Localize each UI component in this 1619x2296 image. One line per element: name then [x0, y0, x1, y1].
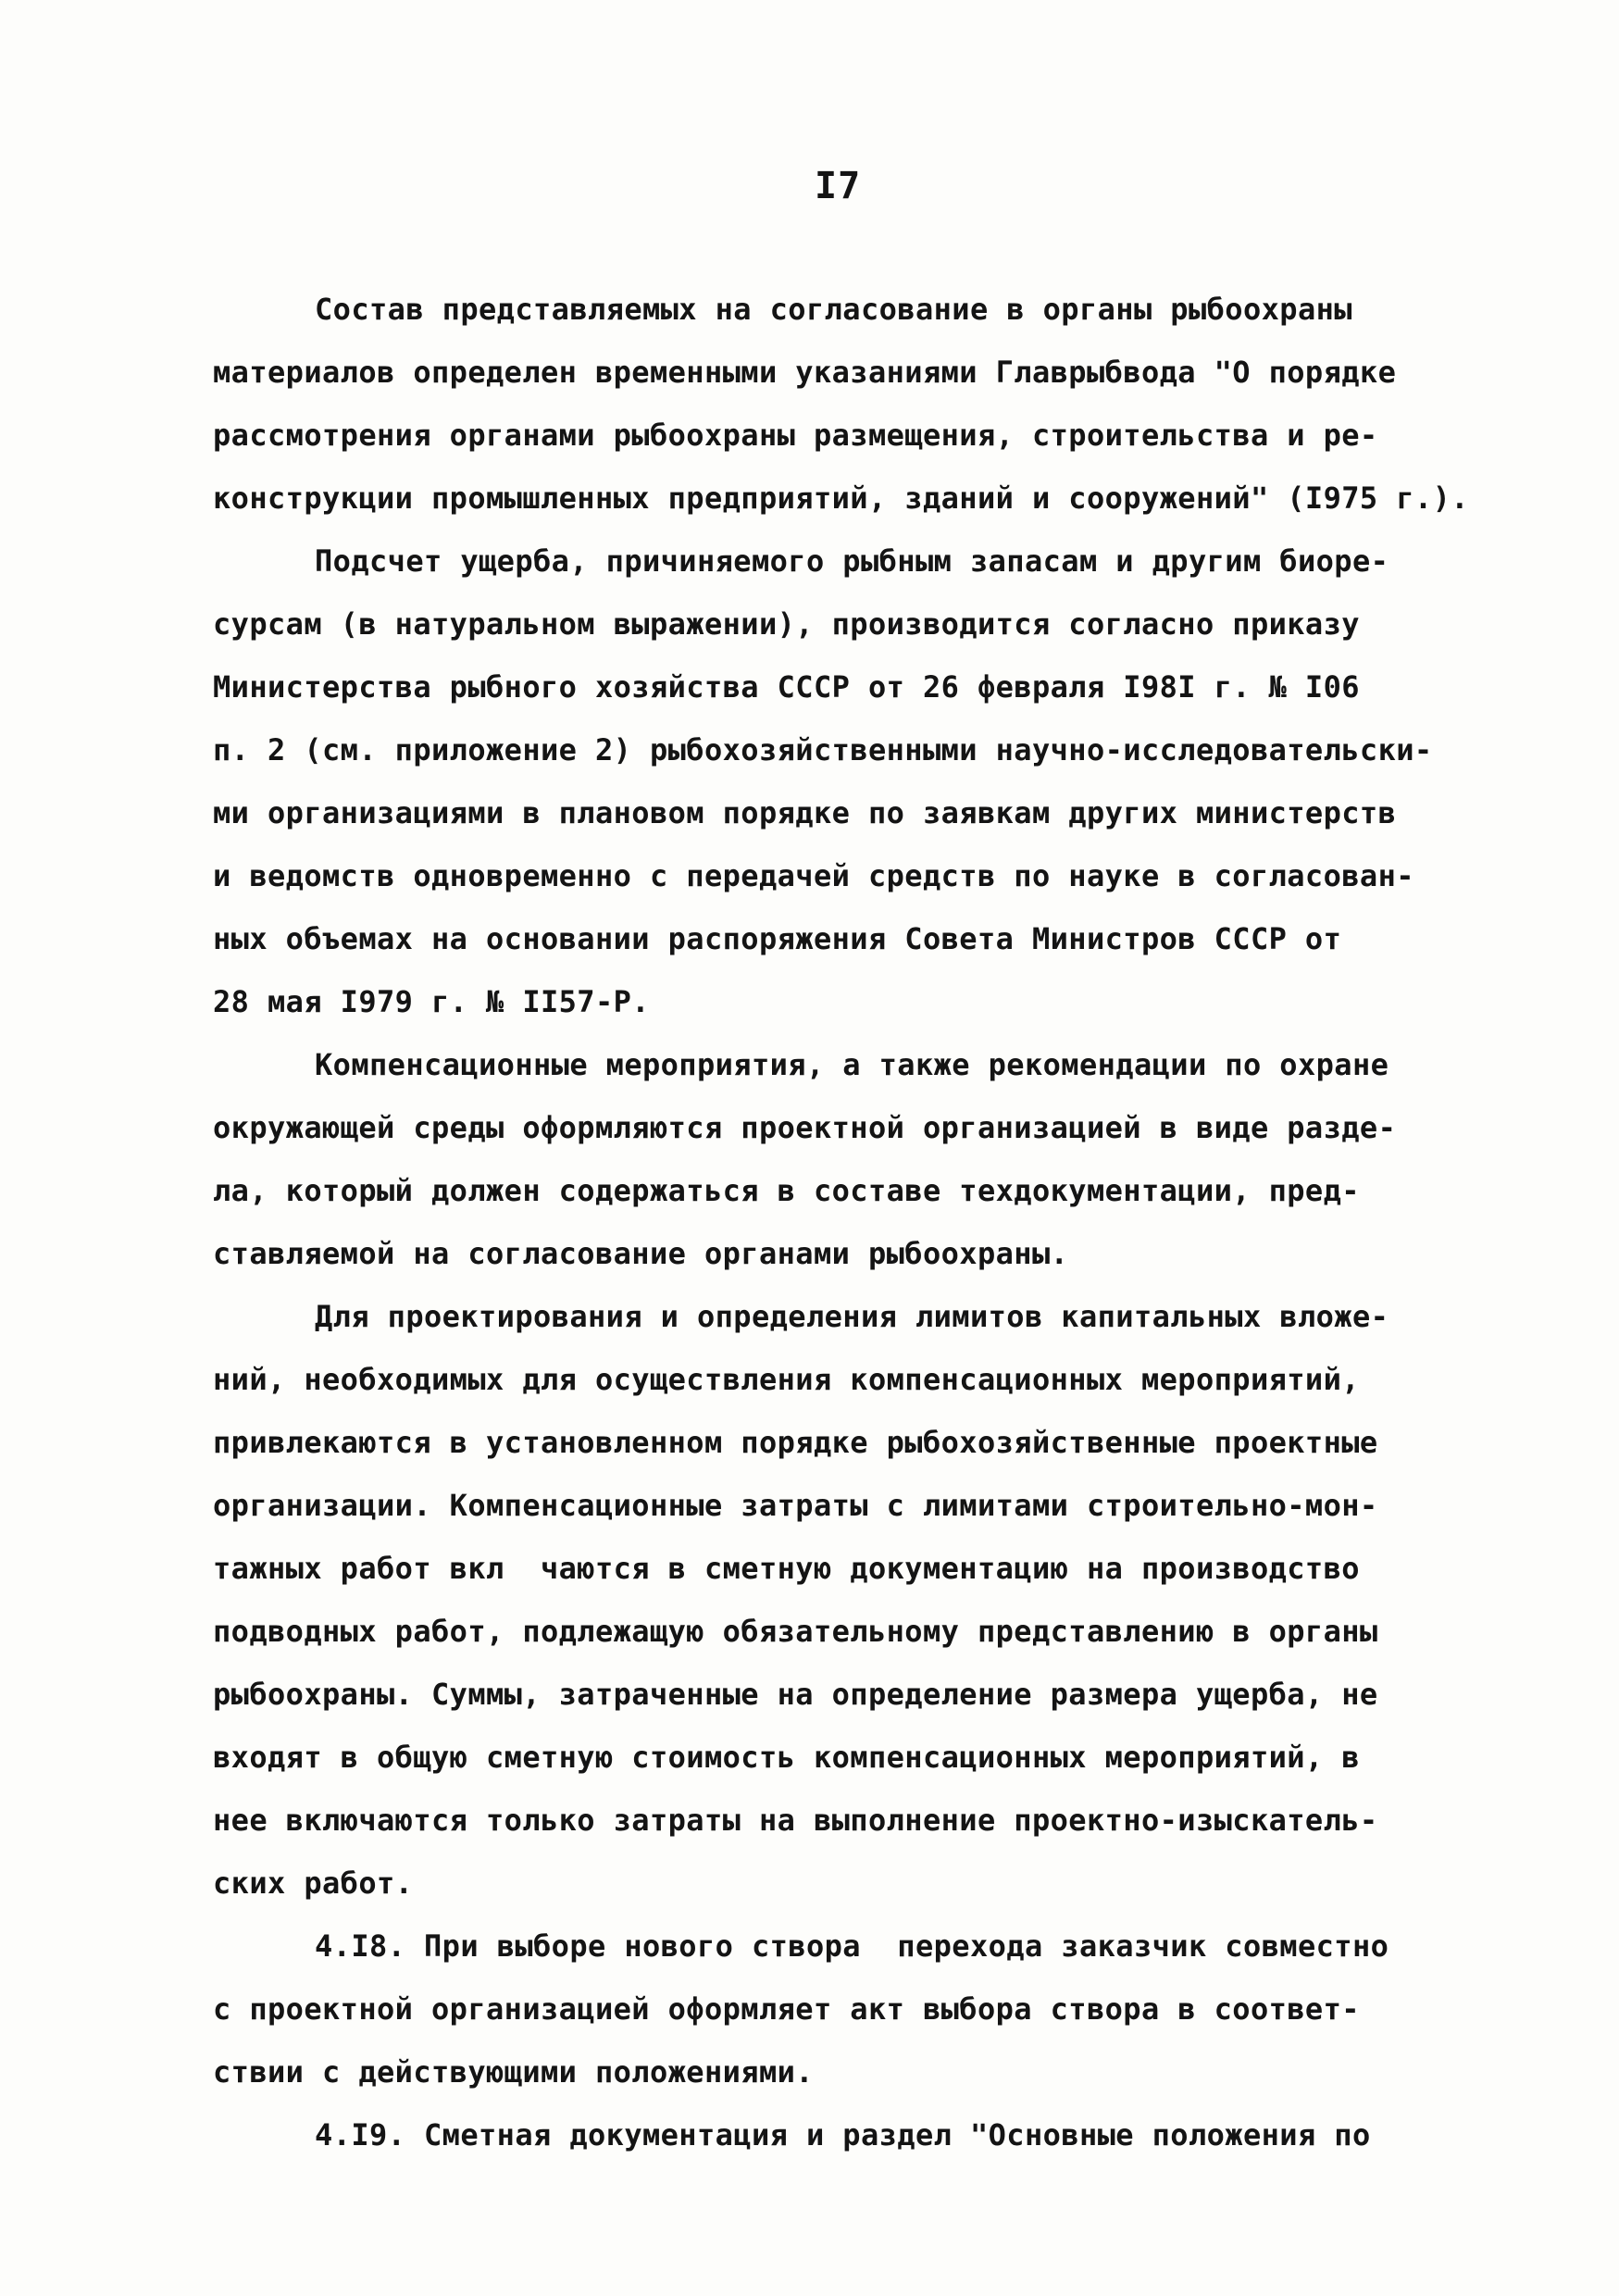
- text-line: п. 2 (см. приложение 2) рыбохозяйственными научно-исследовательски-: [213, 732, 1433, 767]
- text-line: ствии с действующими положениями.: [213, 2054, 814, 2090]
- text-line: окружающей среды оформляются проектной организацией в виде разде-: [213, 1110, 1397, 1145]
- text-line: привлекаются в установленном порядке рыбохозяйственные проектные: [213, 1425, 1378, 1460]
- text-line: и ведомств одновременно с передачей средств по науке в согласован-: [213, 858, 1414, 893]
- text-line: 28 мая I979 г. № II57-Р.: [213, 984, 650, 1019]
- text-line: Министерства рыбного хозяйства СССР от 26 февраля I98I г. № I06: [213, 669, 1360, 705]
- text-line: рыбоохраны. Суммы, затраченные на определение размера ущерба, не: [213, 1677, 1378, 1712]
- text-line: Компенсационные мероприятия, а также рекомендации по охране: [315, 1047, 1389, 1082]
- text-line: ставляемой на согласование органами рыбоохраны.: [213, 1236, 1069, 1271]
- text-line: с проектной организацией оформляет акт выбора створа в соответ-: [213, 1991, 1360, 2027]
- text-line: Подсчет ущерба, причиняемого рыбным запасам и другим биоре-: [315, 543, 1389, 579]
- text-line: тажных работ вкл чаются в сметную документацию на производство: [213, 1551, 1360, 1586]
- text-line: 4.I8. При выборе нового створа перехода заказчик совместно: [315, 1928, 1389, 1964]
- text-line: подводных работ, подлежащую обязательному представлению в органы: [213, 1614, 1378, 1649]
- text-line: входят в общую сметную стоимость компенсационных мероприятий, в: [213, 1740, 1360, 1775]
- text-line: Состав представляемых на согласование в органы рыбоохраны: [315, 292, 1352, 327]
- text-line: ми организациями в плановом порядке по заявкам других министерств: [213, 795, 1397, 830]
- text-line: рассмотрения органами рыбоохраны размещения, строительства и ре-: [213, 418, 1378, 453]
- text-line: Для проектирования и определения лимитов капитальных вложе-: [315, 1299, 1389, 1334]
- text-line: сурсам (в натуральном выражении), производится согласно приказу: [213, 606, 1360, 642]
- text-line: ла, который должен содержаться в составе техдокументации, пред-: [213, 1173, 1360, 1208]
- text-line: материалов определен временными указаниями Главрыбвода "О порядке: [213, 355, 1397, 390]
- text-line: ных объемах на основании распоряжения Совета Министров СССР от: [213, 921, 1342, 956]
- text-line: организации. Компенсационные затраты с лимитами строительно-мон-: [213, 1488, 1378, 1523]
- text-line: ских работ.: [213, 1866, 414, 1901]
- text-line: 4.I9. Сметная документация и раздел "Основные положения по: [315, 2117, 1371, 2152]
- text-line: нее включаются только затраты на выполнение проектно-изыскатель-: [213, 1803, 1378, 1838]
- text-line: ний, необходимых для осуществления компенсационных мероприятий,: [213, 1362, 1360, 1397]
- body-text: [213, 278, 1490, 2166]
- text-line: конструкции промышленных предприятий, зданий и сооружений" (I975 г.).: [213, 480, 1469, 516]
- page-number: I7: [815, 165, 862, 207]
